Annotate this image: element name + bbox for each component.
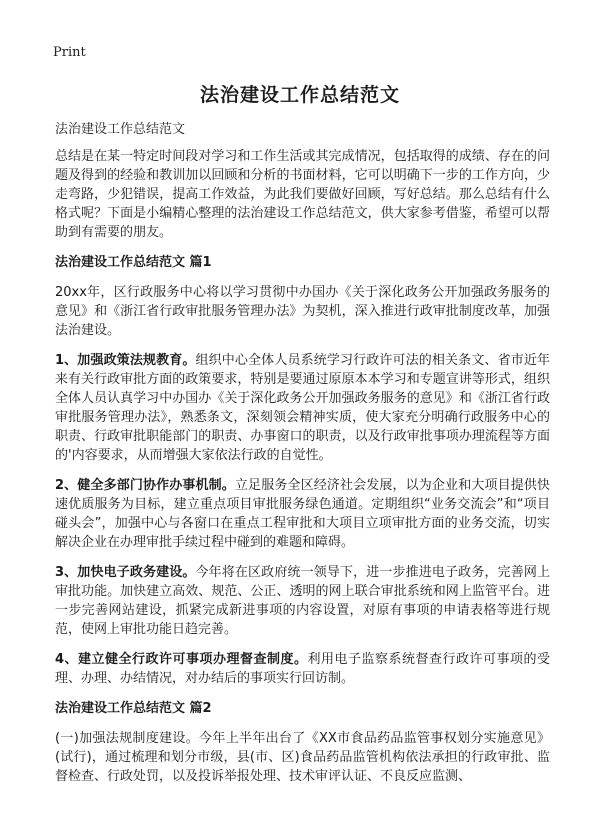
- item-lead: 3、加快电子政务建设。: [55, 565, 196, 580]
- document-body: [55, 118, 550, 797]
- section1-opening: 20xx年，区行政服务中心将以学习贯彻中办国办《关于深化政务公开加强政务服务的意见》和《浙江省行政审批服务管理办法》为契机，深入推进行政审批制度改革，加强法治建设。: [55, 285, 550, 338]
- document-title: 法治建设工作总结范文: [199, 84, 400, 106]
- section1-item-3: [55, 563, 550, 639]
- item-text: 利用电子监察系统督查行政许可事项的受理、办理、办结情况，对办结后的事项实行回访制。: [55, 652, 550, 686]
- item-lead: 2、健全多部门协作办事机制。: [55, 478, 235, 493]
- section1-item-1: [55, 351, 550, 465]
- section1-item-2: [55, 476, 550, 552]
- print-label: Print: [53, 45, 86, 60]
- document-subtitle: 法治建设工作总结范文: [55, 122, 186, 137]
- item-text: 今年将在区政府统一领导下，进一步推进电子政务，完善网上审批功能。加快建立高效、规范、公正、透明的网上联合审批系统和网上监管平台。进一步完善网站建设，抓紧完成新进事项的内容设置，对原有事项的申请表格等进行规范，使网上审批功能日趋完善。: [55, 565, 550, 637]
- intro-paragraph: 总结是在某一特定时间段对学习和工作生活或其完成情况，包括取得的成绩、存在的问题及得到的经验和教训加以回顾和分析的书面材料，它可以明确下一步的工作方向，少走弯路，少犯错误，提高工作效益，为此我们要做好回顾，写好总结。那么总结有什么格式呢？下面是小编精心整理的法治建设工作总结范文，供大家参考借鉴，希望可以帮助到有需要的朋友。: [55, 149, 550, 240]
- section2-paragraph: (一)加强法规制度建设。今年上半年出台了《XX市食品药品监管事权划分实施意见》(试行)，通过梳理和划分市级，县(市、区)食品药品监管机构依法承担的行政审批、监督检查、行政处罚，以及投诉举报处理、技术审评认证、不良反应监测、: [55, 731, 550, 784]
- item-text: 组织中心全体人员系统学习行政许可法的相关条文、省市近年来有关行政审批方面的政策要求，特别是要通过原原本本学习和专题宣讲等形式，组织全体人员认真学习中办国办《关于深化政务公开加强政务服务的意见》和《浙江省行政审批服务管理办法》，熟悉条文，深刻领会精神实质，使大家充分明确行政服务中心的职责、行政审批职能部门的职责、办事窗口的职责，以及行政审批事项办理流程等方面的'内容要求，从而增强大家依法行政的自觉性。: [55, 353, 550, 463]
- section-heading-1: 法治建设工作总结范文 篇1: [55, 255, 212, 270]
- item-text: 立足服务全区经济社会发展，以为企业和大项目提供快速优质服务为目标，建立重点项目审批服务绿色通道。定期组织“业务交流会”和“项目碰头会”，加强中心与各窗口在重点工程审批和大项目立项审批方面的业务交流，切实解决企业在办理审批手续过程中碰到的难题和障碍。: [55, 478, 550, 550]
- section1-item-4: [55, 650, 550, 688]
- section-heading-2: 法治建设工作总结范文 篇2: [55, 701, 212, 716]
- item-lead: 1、加强政策法规教育。: [55, 353, 196, 368]
- item-lead: 4、建立健全行政许可事项办理督查制度。: [55, 652, 308, 667]
